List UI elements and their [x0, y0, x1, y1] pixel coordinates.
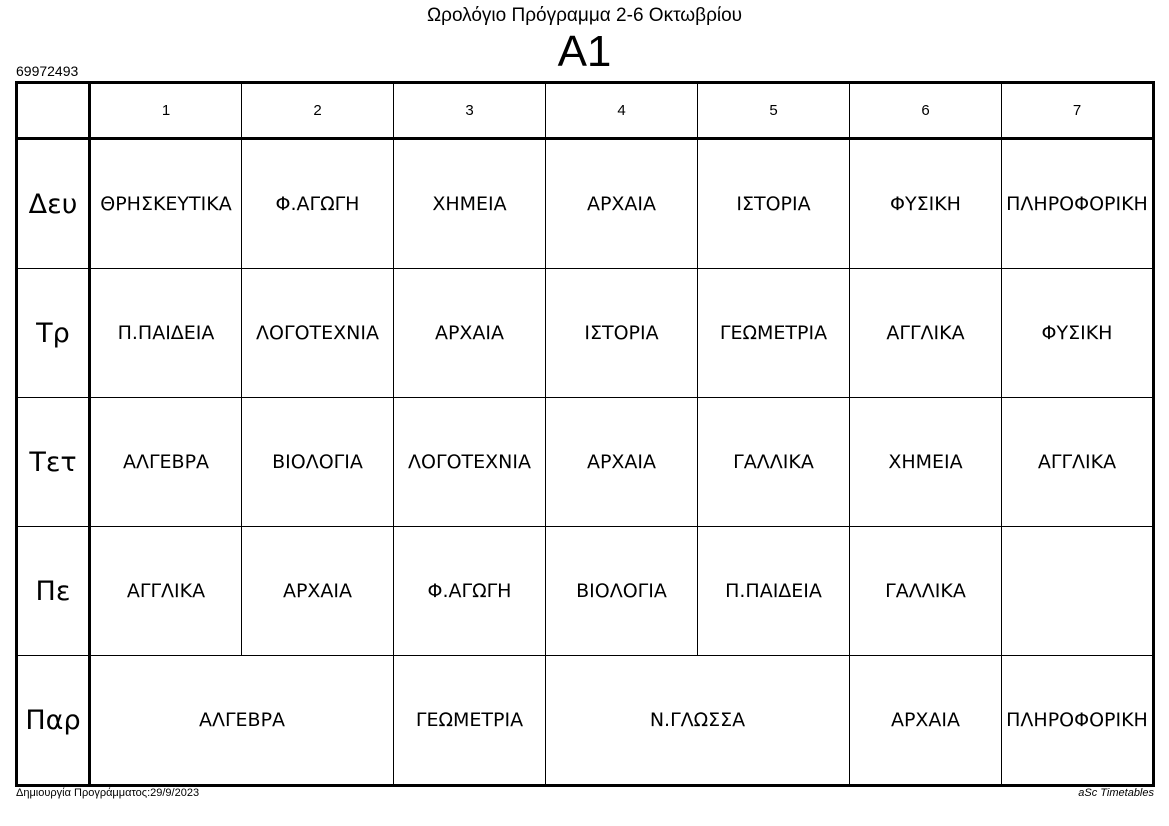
day-label: Τετ — [17, 398, 90, 527]
lesson-cell: ΑΡΧΑΙΑ — [242, 527, 394, 656]
lesson-cell: ΘΡΗΣΚΕΥΤΙΚΑ — [90, 139, 242, 269]
lesson-cell: ΠΛΗΡΟΦΟΡΙΚΗ — [1002, 656, 1154, 786]
lesson-cell: ΙΣΤΟΡΙΑ — [698, 139, 850, 269]
period-header: 2 — [242, 83, 394, 139]
lesson-cell: ΑΓΓΛΙΚΑ — [850, 269, 1002, 398]
lesson-cell: Π.ΠΑΙΔΕΙΑ — [90, 269, 242, 398]
lesson-cell: ΑΡΧΑΙΑ — [546, 398, 698, 527]
day-row — [17, 398, 1154, 527]
day-label: Δευ — [17, 139, 90, 269]
day-label: Τρ — [17, 269, 90, 398]
lesson-cell: ΠΛΗΡΟΦΟΡΙΚΗ — [1002, 139, 1154, 269]
period-header: 4 — [546, 83, 698, 139]
creation-date: Δημιουργία Προγράμματος:29/9/2023 — [16, 787, 200, 799]
lesson-cell: ΒΙΟΛΟΓΙΑ — [546, 527, 698, 656]
lesson-cell: ΧΗΜΕΙΑ — [394, 139, 546, 269]
corner-cell — [17, 83, 90, 139]
period-header: 5 — [698, 83, 850, 139]
lesson-cell: ΑΡΧΑΙΑ — [394, 269, 546, 398]
timetable — [15, 81, 1155, 787]
day-row — [17, 139, 1154, 269]
lesson-cell: ΦΥΣΙΚΗ — [850, 139, 1002, 269]
lesson-cell: ΓΕΩΜΕΤΡΙΑ — [698, 269, 850, 398]
lesson-cell: ΑΡΧΑΙΑ — [546, 139, 698, 269]
lesson-cell: Φ.ΑΓΩΓΗ — [242, 139, 394, 269]
period-header: 1 — [90, 83, 242, 139]
day-row — [17, 656, 1154, 786]
day-row — [17, 527, 1154, 656]
lesson-cell: ΑΡΧΑΙΑ — [850, 656, 1002, 786]
day-row — [17, 269, 1154, 398]
lesson-cell: ΑΛΓΕΒΡΑ — [90, 398, 242, 527]
schedule-subtitle: Ωρολόγιο Πρόγραμμα 2-6 Οκτωβρίου — [426, 5, 743, 26]
lesson-cell: ΓΑΛΛΙΚΑ — [850, 527, 1002, 656]
period-header: 6 — [850, 83, 1002, 139]
class-code: 69972493 — [16, 63, 79, 79]
lesson-cell: ΛΟΓΟΤΕΧΝΙΑ — [394, 398, 546, 527]
period-header: 3 — [394, 83, 546, 139]
lesson-cell: ΓΕΩΜΕΤΡΙΑ — [394, 656, 546, 786]
lesson-cell: Φ.ΑΓΩΓΗ — [394, 527, 546, 656]
lesson-cell: ΑΓΓΛΙΚΑ — [1002, 398, 1154, 527]
lesson-cell: ΑΛΓΕΒΡΑ — [90, 656, 394, 786]
software-credit: aSc Timetables — [1078, 787, 1154, 799]
lesson-cell: ΑΓΓΛΙΚΑ — [90, 527, 242, 656]
day-label: Παρ — [17, 656, 90, 786]
lesson-cell: ΦΥΣΙΚΗ — [1002, 269, 1154, 398]
lesson-cell: ΓΑΛΛΙΚΑ — [698, 398, 850, 527]
lesson-cell: Π.ΠΑΙΔΕΙΑ — [698, 527, 850, 656]
class-name-title: Α1 — [557, 27, 612, 76]
lesson-cell: ΛΟΓΟΤΕΧΝΙΑ — [242, 269, 394, 398]
period-header: 7 — [1002, 83, 1154, 139]
lesson-cell: Ν.ΓΛΩΣΣΑ — [546, 656, 850, 786]
lesson-cell: ΧΗΜΕΙΑ — [850, 398, 1002, 527]
day-label: Πε — [17, 527, 90, 656]
lesson-cell — [1002, 527, 1154, 656]
lesson-cell: ΒΙΟΛΟΓΙΑ — [242, 398, 394, 527]
period-header-row — [17, 83, 1154, 139]
lesson-cell: ΙΣΤΟΡΙΑ — [546, 269, 698, 398]
